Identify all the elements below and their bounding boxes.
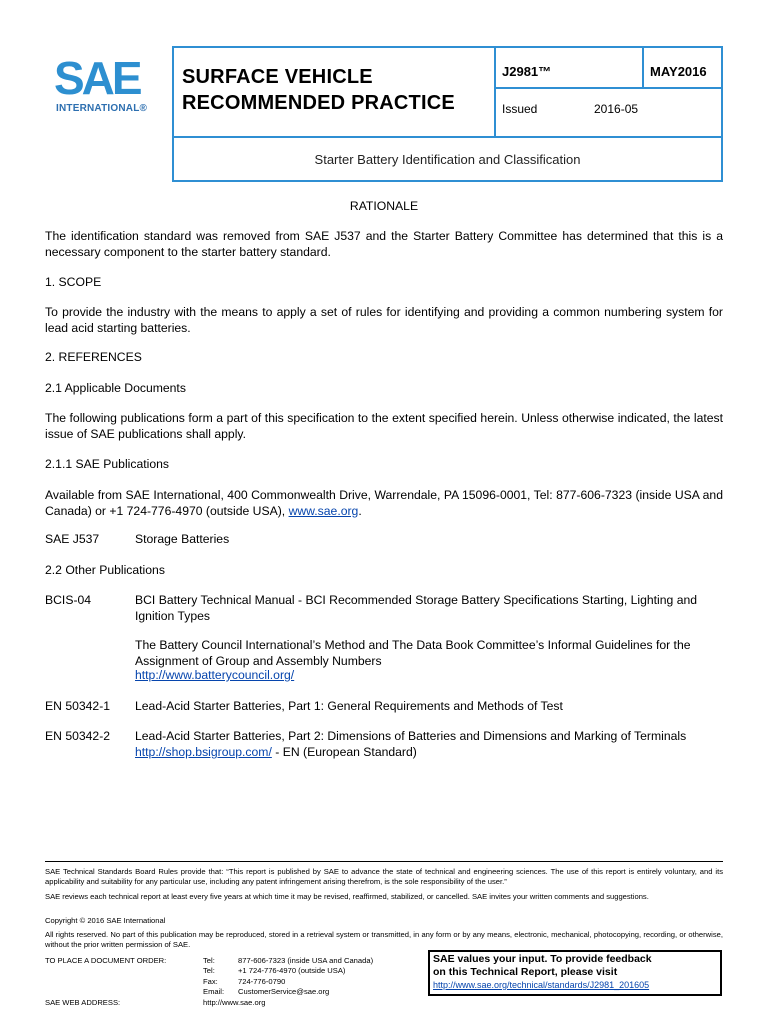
board-rules-text: SAE Technical Standards Board Rules provide that: “This report is published by SAE to advance the state of technical and engineering sciences. The use of this report is entirely voluntary, and its applicability and suitability for any particular use, including any patent infringement arising therefrom, is the sole responsibility of the user.” — [45, 867, 723, 886]
bci-method-text: The Battery Council International’s Method and The Data Book Committee’s Informal Guidelines for the Assignment of Group and Assembly Numbers — [135, 638, 691, 668]
ref-code-sae-j537: SAE J537 — [45, 532, 100, 546]
ref-code-en-50342-1: EN 50342-1 — [45, 699, 111, 713]
web-value: http://www.sae.org — [203, 998, 266, 1007]
sae-website-link[interactable]: www.sae.org — [288, 503, 359, 518]
rationale-heading: RATIONALE — [349, 199, 419, 213]
email-label: Email: — [203, 987, 225, 996]
ref-title-sae-j537: Storage Batteries — [135, 532, 230, 546]
fax-value: 724-776-0790 — [238, 977, 286, 986]
feedback-link[interactable]: http://www.sae.org/technical/standards/J2981_201605 — [433, 980, 650, 990]
order-label: TO PLACE A DOCUMENT ORDER: — [45, 956, 167, 965]
bsigroup-link[interactable]: http://shop.bsigroup.com/ — [135, 745, 272, 759]
logo-text: INTERNATIONAL® — [56, 103, 148, 114]
tel2-label: Tel: — [203, 966, 215, 975]
applicable-documents-text: The following publications form a part of this specification to the extent specified herein. Unless otherwise indicated, the latest issue of SAE publications shall apply. — [45, 411, 723, 441]
review-text: SAE reviews each technical report at least every five years at which time it may be revised, reaffirmed, stabilized, or cancelled. SAE invites your written comments and suggestions. — [45, 892, 649, 901]
batterycouncil-link[interactable]: http://www.batterycouncil.org/ — [135, 668, 295, 682]
issued-value: 2016-05 — [594, 102, 639, 116]
feedback-text: SAE values your input. To provide feedback on this Technical Report, please visit — [433, 953, 652, 978]
sae-logo — [44, 46, 162, 130]
document-title: Starter Battery Identification and Classification — [314, 152, 581, 167]
document-date: MAY2016 — [650, 64, 707, 79]
document-number: J2981™ — [502, 64, 552, 79]
issued-label: Issued — [502, 102, 538, 116]
en-50342-2-source: http://shop.bsigroup.com/ - EN (European Standard) — [135, 745, 417, 759]
scope-text: To provide the industry with the means to apply a set of rules for identifying and providing a common numbering system for lead acid starting batteries. — [45, 305, 723, 335]
ref-title-bcis-04: BCI Battery Technical Manual - BCI Recommended Storage Battery Specifications Starting, Lighting and Ignition Types — [135, 593, 698, 623]
sae-publications-text: Available from SAE International, 400 Commonwealth Drive, Warrendale, PA 15096-0001, Tel: 877-606-7323 (inside USA and Canada) or +1 724-776-4970 (outside USA), www.sae.org. — [45, 488, 723, 518]
ref-title-en-50342-2: Lead-Acid Starter Batteries, Part 2: Dimensions of Batteries and Dimensions and Marking of Terminals — [135, 729, 687, 743]
ref-title-en-50342-1: Lead-Acid Starter Batteries, Part 1: General Requirements and Methods of Test — [135, 699, 563, 713]
applicable-documents-heading: 2.1 Applicable Documents — [45, 381, 186, 395]
logo-mark: SAE — [54, 52, 140, 104]
ref-code-en-50342-2: EN 50342-2 — [45, 729, 111, 743]
rights-text: All rights reserved. No part of this publication may be reproduced, stored in a retrieval system or transmitted, in any form or by any means, electronic, mechanical, photocopying, recording, or otherwise, without the prior written permission of SAE. — [45, 930, 723, 949]
other-publications-heading: 2.2 Other Publications — [45, 563, 165, 577]
tel-value: 877-606-7323 (inside USA and Canada) — [238, 956, 374, 965]
copyright-text: Copyright © 2016 SAE International — [45, 916, 166, 925]
web-label: SAE WEB ADDRESS: — [45, 998, 121, 1007]
feedback-box — [428, 950, 722, 996]
rationale-text: The identification standard was removed from SAE J537 and the Starter Battery Committee has determined that this is a necessary component to the starter battery standard. — [45, 229, 723, 259]
tel-label: Tel: — [203, 956, 215, 965]
document-type: SURFACE VEHICLE RECOMMENDED PRACTICE — [182, 66, 455, 114]
ref-code-bcis-04: BCIS-04 — [45, 593, 92, 607]
email-value: CustomerService@sae.org — [238, 987, 330, 996]
sae-publications-heading: 2.1.1 SAE Publications — [45, 457, 169, 471]
scope-heading: 1. SCOPE — [45, 275, 102, 289]
footer-rule — [45, 861, 723, 862]
tel2-value: +1 724-776-4970 (outside USA) — [238, 966, 346, 975]
references-heading: 2. REFERENCES — [45, 350, 142, 364]
fax-label: Fax: — [203, 977, 218, 986]
document-header — [172, 46, 723, 182]
